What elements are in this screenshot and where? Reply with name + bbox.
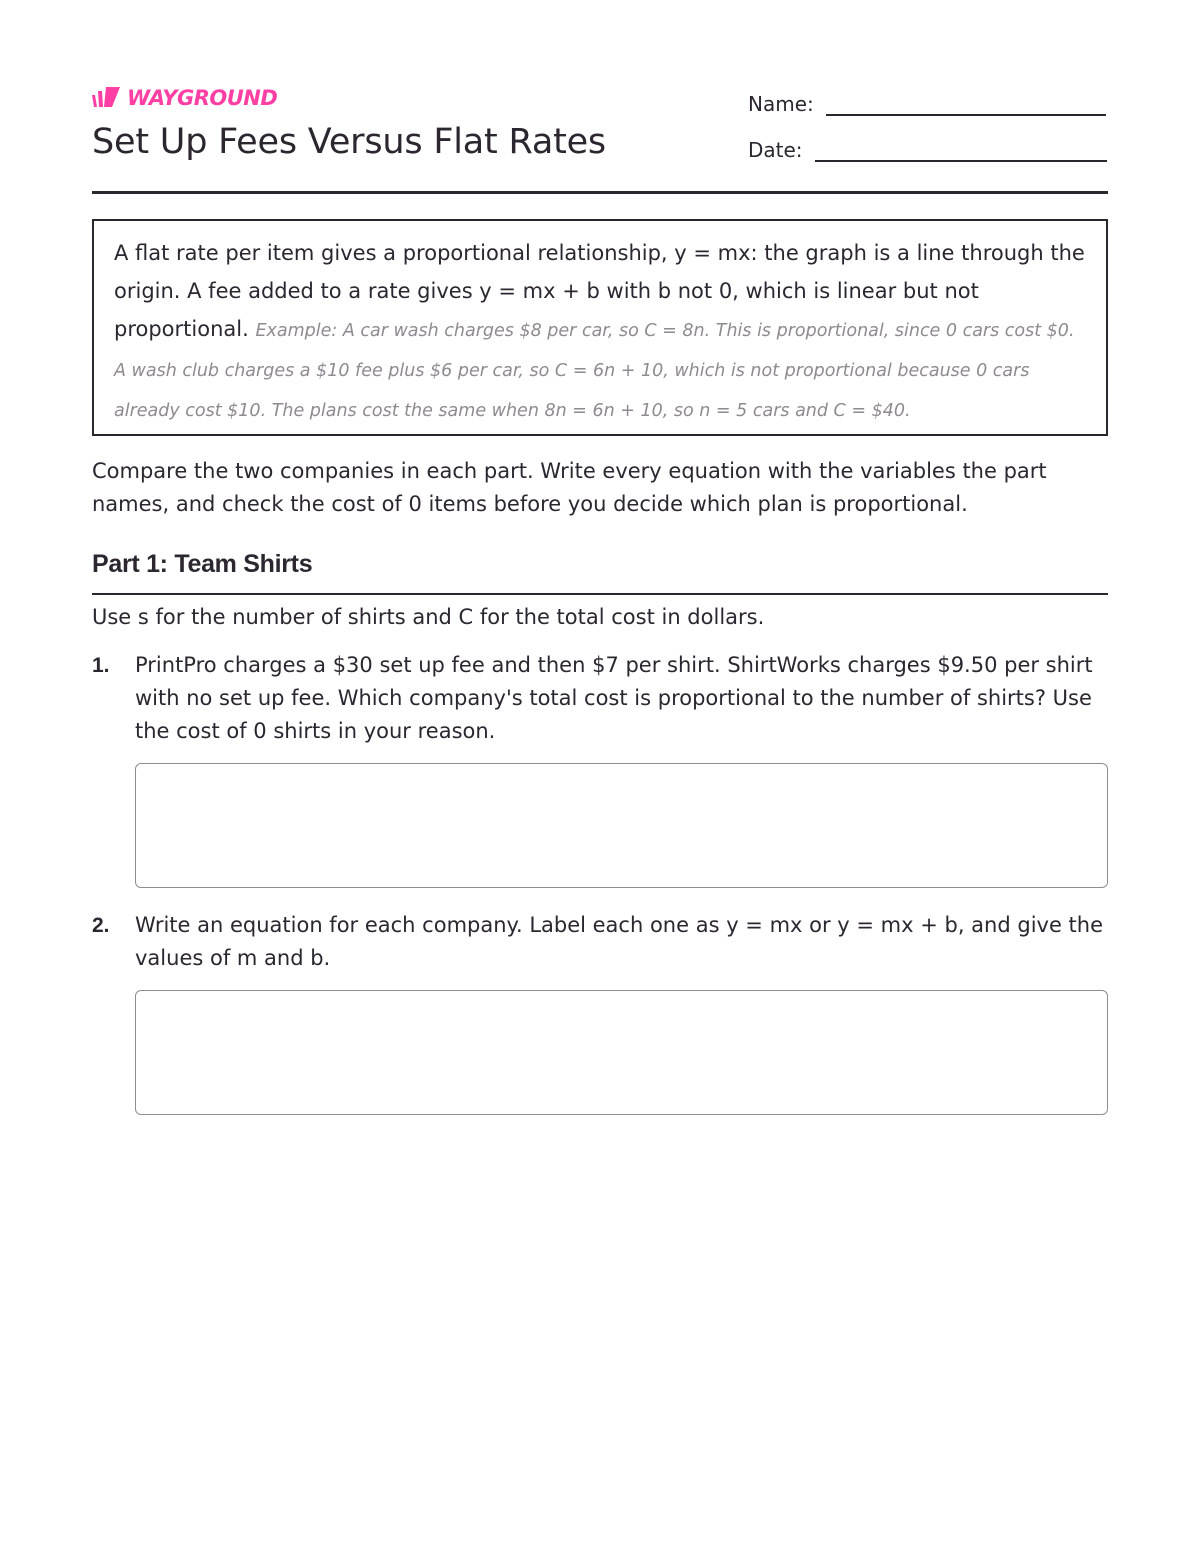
question-2 xyxy=(92,909,1108,975)
answer-box-1[interactable] xyxy=(135,763,1108,888)
name-field xyxy=(748,90,1106,116)
question-number: 1. xyxy=(92,654,110,677)
info-box xyxy=(92,219,1108,436)
header-divider xyxy=(92,191,1108,194)
question-text: Write an equation for each company. Label each one as y = mx or y = mx + b, and give the values of m and b. xyxy=(135,913,1104,970)
instructions: Compare the two companies in each part. Write every equation with the variables the part names, and check the cost of 0 items before you decide which plan is proportional. xyxy=(92,459,1047,516)
date-input-line[interactable] xyxy=(815,134,1107,162)
info-main: A flat rate per item gives a proportional relationship, y = mx: the graph is a line through the origin. A fee added to a rate gives y = mx + b with b not 0, which is linear but not proportional. xyxy=(114,241,1085,341)
date-label: Date: xyxy=(748,138,803,162)
info-text xyxy=(114,234,1086,430)
part-1-intro: Use s for the number of shirts and C for the total cost in dollars. xyxy=(92,605,765,629)
wayground-logo-icon xyxy=(92,87,122,109)
question-1 xyxy=(92,649,1108,748)
page-title: Set Up Fees Versus Flat Rates xyxy=(92,122,606,162)
question-text: PrintPro charges a $30 set up fee and then $7 per shirt. ShirtWorks charges $9.50 per shirt with no set up fee. Which company's total cost is proportional to the number of shirts? Use the cost of 0 shirts in your reason. xyxy=(135,653,1093,743)
info-example: Example: A car wash charges $8 per car, so C = 8n. This is proportional, since 0 cars cost $0. A wash club charges a $10 fee plus $6 per car, so C = 6n + 10, which is not proportional because 0 cars already cost $10. The plans cost the same when 8n = 6n + 10, so n = 5 cars and C = $40. xyxy=(114,321,1075,421)
date-field xyxy=(748,134,1107,162)
name-input-line[interactable] xyxy=(826,90,1106,116)
brand-name: WAYGROUND xyxy=(127,86,278,110)
question-number: 2. xyxy=(92,914,110,937)
name-label: Name: xyxy=(748,92,814,116)
answer-box-2[interactable] xyxy=(135,990,1108,1115)
brand-logo xyxy=(92,86,277,110)
part-1-divider xyxy=(92,593,1108,595)
part-1-heading: Part 1: Team Shirts xyxy=(92,550,313,578)
